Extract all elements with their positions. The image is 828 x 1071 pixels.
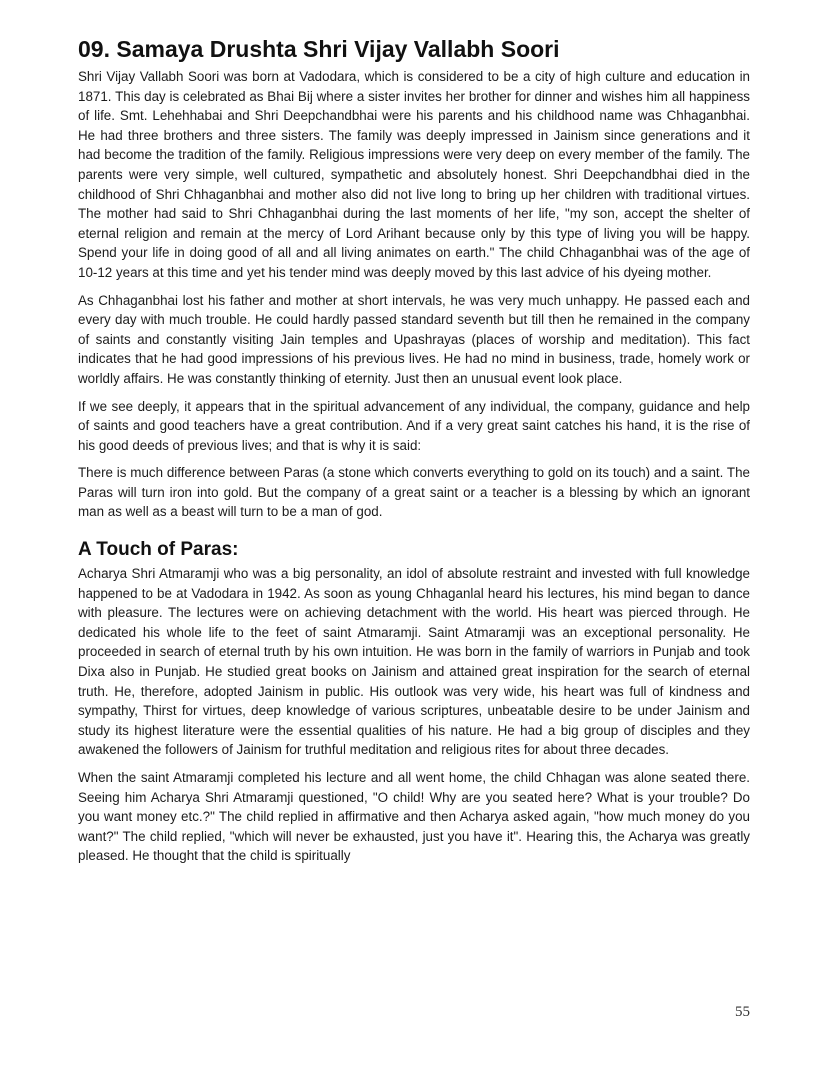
chapter-title: 09. Samaya Drushta Shri Vijay Vallabh Soori <box>78 36 560 62</box>
paragraph: There is much difference between Paras (a stone which converts everything to gold on its touch) and a saint. The Paras will turn iron into gold. But the company of a great saint or a teacher is a blessing by which an ignorant man as well as a beast will turn to be a man of god. <box>78 465 750 520</box>
paragraph: As Chhaganbhai lost his father and mother at short intervals, he was very much unhappy. He passed each and every day with much trouble. He could hardly passed standard seventh but till then he remained in the company of saints and constantly visiting Jain temples and Upashrayas (places of worship and meditation). This fact indicates that he had good impressions of his previous lives. He had no mind in business, trade, homely work or worldly affairs. He was constantly thinking of eternity. Just then an unusual event look place. <box>78 292 750 386</box>
paragraph: Shri Vijay Vallabh Soori was born at Vadodara, which is considered to be a city of high culture and education in 1871. This day is celebrated as Bhai Bij where a sister invites her brother for dinner and wishes him all happiness of life. Smt. Lehehhabai and Shri Deepchandbhai were his parents and his childhood name was Chhaganbhai. He had three brothers and three sisters. The family was deeply impressed in Jainism since generations and it had become the tradition of the family. Religious impressions were very deep on every member of the family. The parents were very simple, well cultured, sympathetic and absolutely honest. Shri Deepchandbhai died in the childhood of Shri Chhaganbhai and mother also did not live long to bring up her children with traditional virtues. The mother had said to Shri Chhaganbhai during the last moments of her life, "my son, accept the shelter of eternal religion and remain at the mercy of Lord Arihant because only by this type of living you will be happy. Spend your life in doing good of all and all living animates on earth." The child Chhaganbhai was of the age of 10-12 years at this time and yet his tender mind was deeply moved by this last advice of his dyeing mother. <box>78 69 750 280</box>
paragraph: Acharya Shri Atmaramji who was a big personality, an idol of absolute restraint and invested with full knowledge happened to be at Vadodara in 1942. As soon as young Chhaganlal heard his lectures, his mind began to dance with pleasure. The lectures were on achieving detachment with the world. His heart was pierced through. He dedicated his whole life to the feet of saint Atmaramji. Saint Atmaramji was an exceptional personality. He proceeded in search of eternal truth by his own intuition. He was born in the family of warriors in Punjab and took Dixa also in Punjab. He studied great books on Jainism and attained great inspiration for the search of eternal truth. He, therefore, adopted Jainism in public. His outlook was very wide, his heart was full of kindness and sympathy, Thirst for virtues, deep knowledge of various scriptures, unbeatable desire to be under Jainism and study its highest literature were the essential qualities of his nature. He had a big group of disciples and they awakened the followers of Jainism for truthful meditation and religious rites for about three decades. <box>78 566 750 758</box>
page-content <box>78 34 750 874</box>
section-heading: A Touch of Paras: <box>78 539 239 561</box>
page-number: 55 <box>735 1004 750 1020</box>
paragraph: When the saint Atmaramji completed his lecture and all went home, the child Chhagan was alone seated there. Seeing him Acharya Shri Atmaramji questioned, "O child! Why are you seated here? What is your trouble? Do you want money etc.?" The child replied in affirmative and then Acharya asked again, "how much money do you want?" The child replied, "which will never be exhausted, just you have it". Hearing this, the Acharya was greatly pleased. He thought that the child is spiritually <box>78 770 750 864</box>
paragraph: If we see deeply, it appears that in the spiritual advancement of any individual, the company, guidance and help of saints and good teachers have a great contribution. And if a very great saint catches his hand, it is the rise of his good deeds of previous lives; and that is why it is said: <box>78 398 750 453</box>
